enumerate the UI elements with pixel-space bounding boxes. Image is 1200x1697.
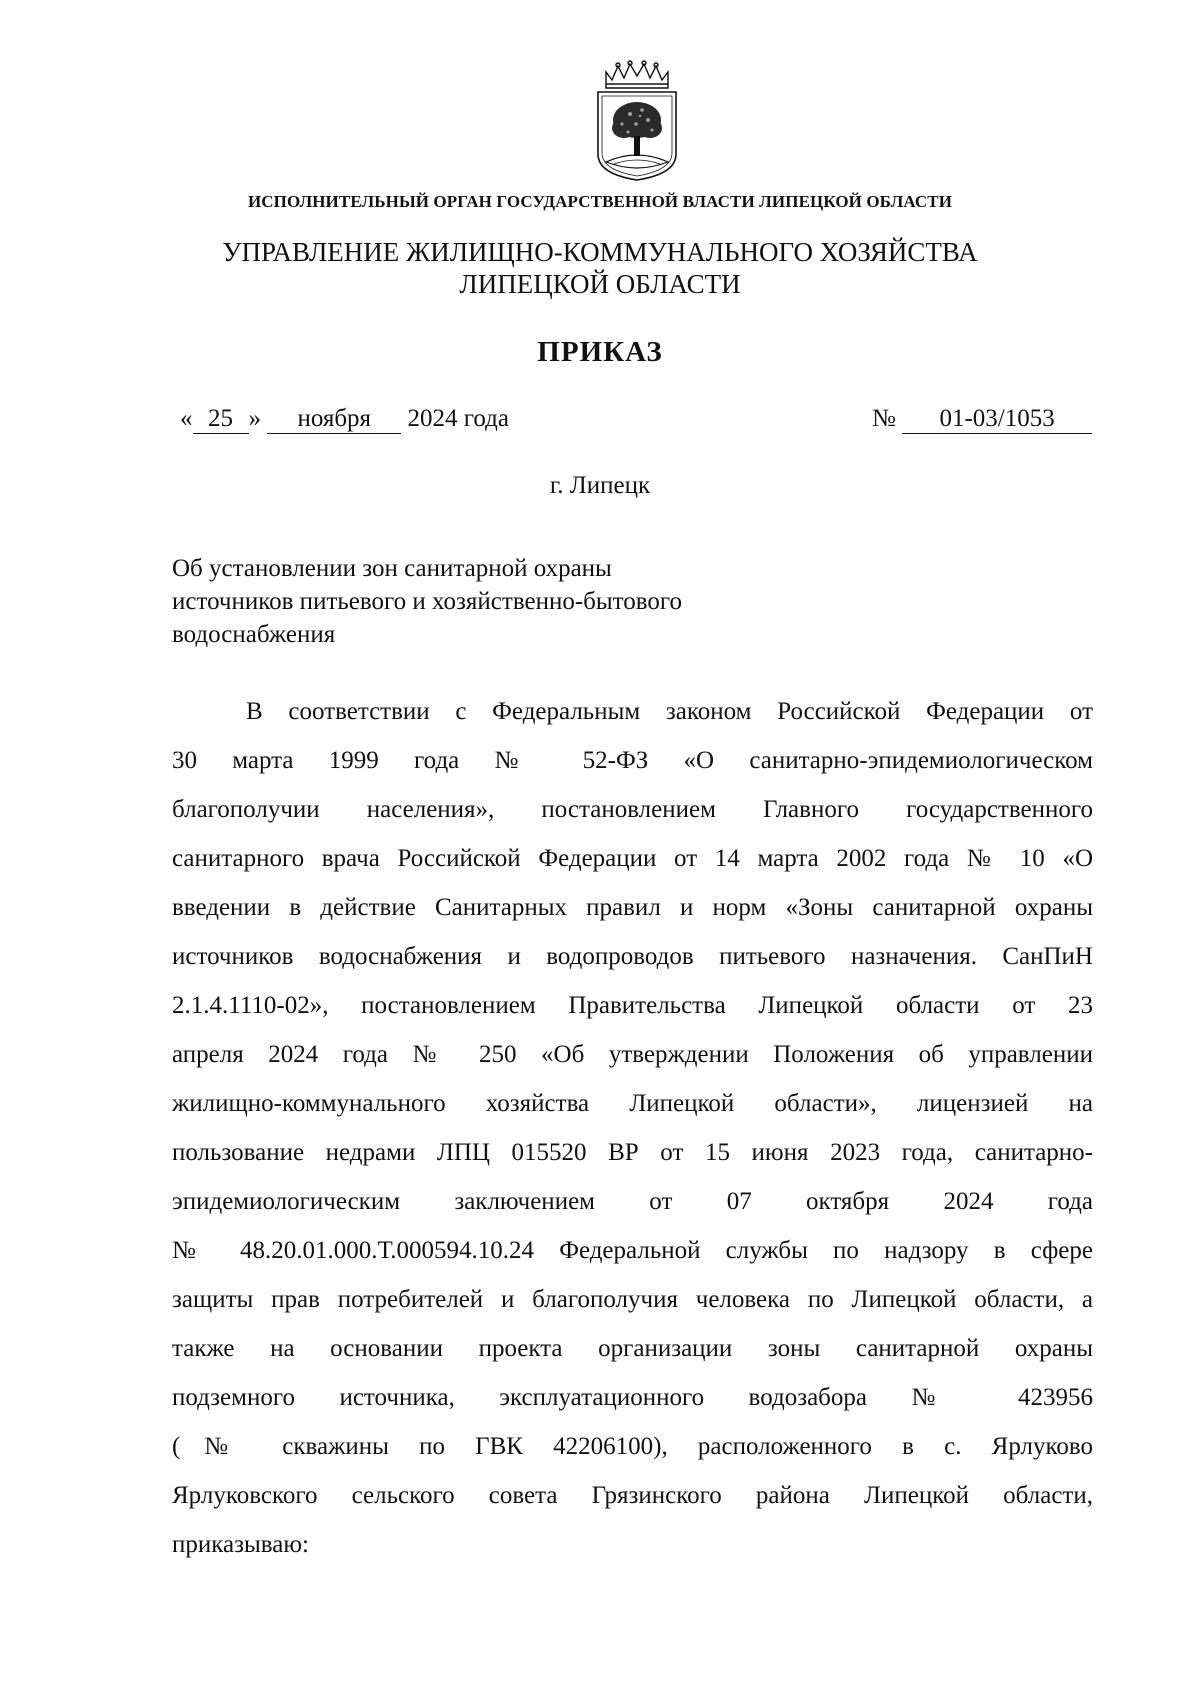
number-sign: № <box>872 405 896 432</box>
date-month: ноября <box>267 405 401 434</box>
body-line: также на основании проекта организации зоны санитарной охраны <box>172 1335 1093 1362</box>
body-line: Ярлуковского сельского совета Грязинского района Липецкой области, <box>172 1482 1093 1509</box>
document-date <box>180 405 509 434</box>
body-line: В соответствии с Федеральным законом Российской Федерации от <box>246 698 1093 725</box>
body-line: (№ скважины по ГВК 42206100), расположенного в с. Ярлуково <box>172 1433 1093 1460</box>
date-day: 25 <box>193 405 249 434</box>
body-line: апреля 2024 года № 250 «Об утверждении Положения об управлении <box>172 1041 1093 1068</box>
subject-line: Об установлении зон санитарной охраны <box>172 555 612 582</box>
body-line: источников водоснабжения и водопроводов питьевого назначения. СанПиН <box>172 943 1093 970</box>
body-line: эпидемиологическим заключением от 07 октября 2024 года <box>172 1188 1093 1215</box>
body-line: подземного источника, эксплуатационного водозабора № 423956 <box>172 1384 1093 1411</box>
body-line: приказываю: <box>172 1531 309 1558</box>
body-line: 30 марта 1999 года № 52-ФЗ «О санитарно-эпидемиологическом <box>172 747 1093 774</box>
document-subject <box>172 552 682 651</box>
date-quote-close: » <box>248 405 261 432</box>
authority-name: ИСПОЛНИТЕЛЬНЫЙ ОРГАН ГОСУДАРСТВЕННОЙ ВЛАСТИ ЛИПЕЦКОЙ ОБЛАСТИ <box>247 192 953 211</box>
body-line: № 48.20.01.000.Т.000594.10.24 Федеральной службы по надзору в сфере <box>172 1237 1093 1264</box>
city-line: г. Липецк <box>549 472 651 499</box>
body-line: введении в действие Санитарных правил и норм «Зоны санитарной охраны <box>172 894 1093 921</box>
body-line: благополучии населения», постановлением Главного государственного <box>172 796 1093 823</box>
number-value: 01-03/1053 <box>902 405 1092 434</box>
body-line: защиты прав потребителей и благополучия человека по Липецкой области, а <box>172 1286 1093 1313</box>
body-line: пользование недрами ЛПЦ 015520 ВР от 15 июня 2023 года, санитарно- <box>172 1139 1093 1166</box>
body-line: санитарного врача Российской Федерации от 14 марта 2002 года № 10 «О <box>172 845 1093 872</box>
document-number <box>872 405 1092 434</box>
document-type-title: ПРИКАЗ <box>537 336 663 368</box>
date-year: 2024 года <box>407 405 509 432</box>
department-name <box>0 236 1200 300</box>
department-line: УПРАВЛЕНИЕ ЖИЛИЩНО-КОММУНАЛЬНОГО ХОЗЯЙСТВА <box>222 237 978 267</box>
body-line: жилищно-коммунального хозяйства Липецкой области», лицензией на <box>172 1090 1093 1117</box>
department-line: ЛИПЕЦКОЙ ОБЛАСТИ <box>459 269 741 299</box>
body-paragraph <box>172 697 1093 1579</box>
subject-line: водоснабжения <box>172 621 336 648</box>
body-line: 2.1.4.1110-02», постановлением Правительства Липецкой области от 23 <box>172 992 1093 1019</box>
subject-line: источников питьевого и хозяйственно-бытового <box>172 588 683 615</box>
date-quote-open: « <box>180 405 193 432</box>
coat-of-arms-icon <box>592 58 682 182</box>
